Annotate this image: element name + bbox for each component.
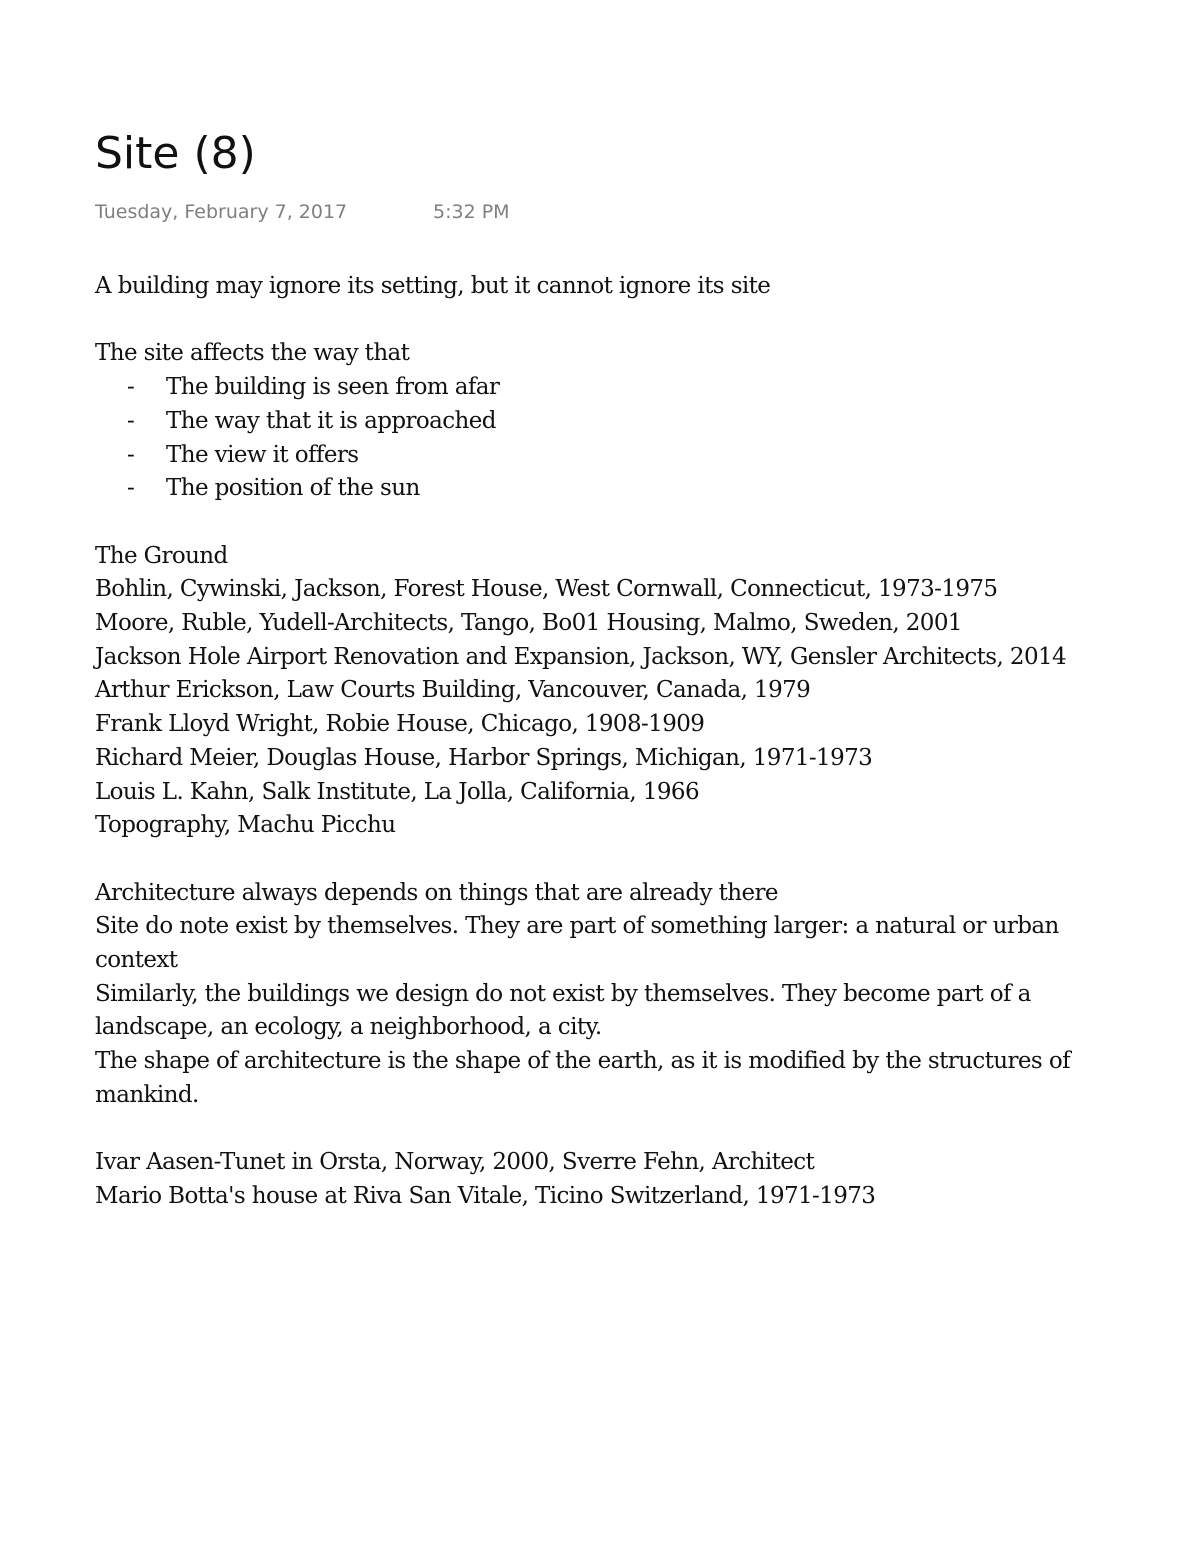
note-timestamp — [95, 200, 510, 225]
spacer — [95, 843, 1125, 877]
spacer — [95, 506, 1125, 540]
site-affects-heading: The site affects the way that — [95, 340, 410, 367]
ground-heading: The Ground — [95, 542, 228, 569]
ground-example: Richard Meier, Douglas House, Harbor Springs, Michigan, 1971-1973 — [95, 744, 873, 771]
context-paragraph: Site do note exist by themselves. They are part of something larger: a natural or urban context — [95, 913, 1059, 974]
spacer — [95, 304, 1125, 338]
page-title: Site (8) — [95, 128, 256, 179]
note-date: Tuesday, February 7, 2017 — [95, 201, 348, 223]
list-item: - The way that it is approached — [95, 405, 1125, 439]
ground-example: Moore, Ruble, Yudell-Architects, Tango, Bo01 Housing, Malmo, Sweden, 2001 — [95, 610, 962, 636]
note-body — [95, 270, 1125, 1214]
final-example: Ivar Aasen-Tunet in Orsta, Norway, 2000, Sverre Fehn, Architect — [95, 1149, 815, 1176]
context-paragraph: The shape of architecture is the shape of the earth, as it is modified by the structures of mankind. — [95, 1048, 1070, 1108]
intro-line: A building may ignore its setting, but it cannot ignore its site — [95, 273, 771, 299]
context-paragraph: Architecture always depends on things that are already there — [95, 879, 778, 906]
ground-example: Bohlin, Cywinski, Jackson, Forest House, West Cornwall, Connecticut, 1973-1975 — [95, 576, 998, 603]
context-paragraph: Similarly, the buildings we design do not exist by themselves. They become part of a landscape, an ecology, a neighborhood, a city. — [95, 980, 1031, 1041]
list-item: - The position of the sun — [95, 472, 1125, 506]
final-example: Mario Botta's house at Riva San Vitale, Ticino Switzerland, 1971-1973 — [95, 1182, 876, 1209]
ground-example: Jackson Hole Airport Renovation and Expansion, Jackson, WY, Gensler Architects, 2014 — [95, 643, 1067, 670]
ground-example: Louis L. Kahn, Salk Institute, La Jolla, California, 1966 — [95, 778, 699, 805]
ground-example: Frank Lloyd Wright, Robie House, Chicago, 1908-1909 — [95, 711, 705, 738]
list-item: - The building is seen from afar — [95, 371, 1125, 405]
site-affects-list — [95, 371, 1125, 506]
spacer — [95, 1113, 1125, 1147]
ground-example: Arthur Erickson, Law Courts Building, Vancouver, Canada, 1979 — [95, 677, 811, 704]
list-item: - The view it offers — [95, 439, 1125, 473]
note-time: 5:32 PM — [433, 201, 510, 223]
ground-example: Topography, Machu Picchu — [95, 812, 396, 839]
